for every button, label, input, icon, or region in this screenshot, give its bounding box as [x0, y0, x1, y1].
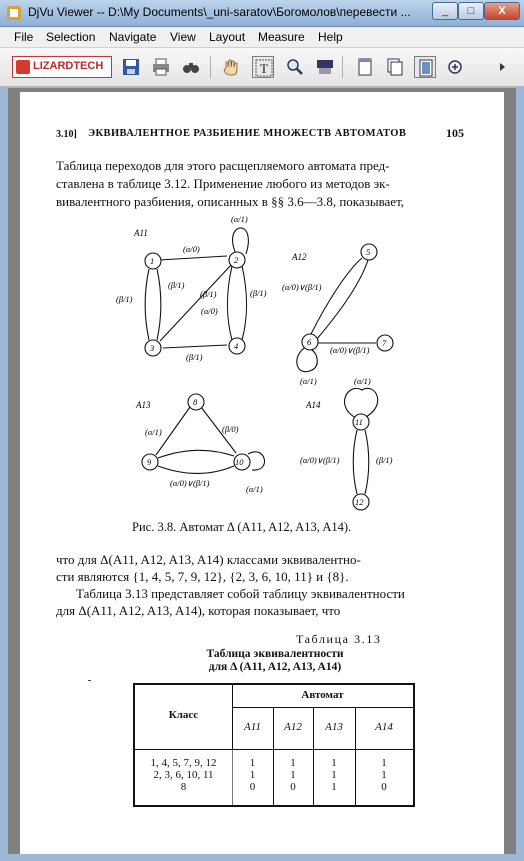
table-title: Таблица эквивалентности: [206, 648, 344, 660]
header-automaton: Автомат: [301, 689, 344, 701]
edge-label: (α/0): [201, 306, 218, 316]
text-select-button[interactable]: [252, 56, 274, 78]
edge-label: (α/1): [300, 376, 317, 386]
figure-caption: Рис. 3.8. Автомат Δ (A11, A12, A13, A14).: [132, 520, 352, 534]
document-viewport[interactable]: [8, 88, 516, 854]
fit-page-button[interactable]: [444, 56, 466, 78]
table-divider: [232, 707, 413, 708]
menu-layout[interactable]: Layout: [209, 30, 246, 44]
single-page-button[interactable]: [354, 56, 376, 78]
menu-help[interactable]: Help: [318, 30, 343, 44]
edge-label: (α/0): [183, 244, 200, 254]
graph-label-a12: A12: [292, 252, 307, 262]
edge-label: (α/1): [246, 484, 263, 494]
body-line: для Δ(A11, A12, A13, A14), которая показывает, что: [56, 603, 341, 618]
print-icon: [152, 58, 170, 76]
row-class: 8: [180, 781, 187, 793]
zoom-in-icon: [446, 58, 464, 76]
lizard-icon: [16, 60, 30, 74]
menu-file[interactable]: File: [14, 30, 34, 44]
svg-text:T: T: [260, 61, 268, 76]
intro-line: Таблица переходов для этого расщепляемого автомата пред-: [56, 158, 390, 173]
menu-measure[interactable]: Measure: [258, 30, 305, 44]
intro-line: вивалентного разбиения, описанных в §§ 3.6—3.8, показывает,: [56, 194, 405, 209]
title-bar: [0, 0, 524, 27]
menu-selection[interactable]: Selection: [46, 30, 96, 44]
rotate-button[interactable]: [314, 56, 336, 78]
body-line: Таблица 3.13 представляет собой таблицу эквивалентности: [76, 586, 405, 601]
toolbar-separator: [210, 56, 211, 78]
edge-label: (β/1): [200, 289, 217, 299]
table-cell: 1: [331, 757, 337, 769]
close-button[interactable]: X: [484, 2, 520, 20]
body-line: что для Δ(A11, A12, A13, A14) классами эквивалентно-: [56, 552, 361, 567]
scan-artifact: [88, 680, 91, 681]
table-cell: 0: [290, 781, 296, 793]
page-number: 105: [446, 126, 464, 140]
save-button[interactable]: [120, 56, 142, 78]
equivalence-table: [133, 683, 415, 807]
djvu-app-icon: [6, 5, 22, 21]
binoculars-icon: [182, 58, 200, 76]
window-title: DjVu Viewer -- D:\My Documents\_uni-saratov\Богомолов\перевести ...: [28, 5, 411, 19]
hand-tool-button[interactable]: [220, 56, 242, 78]
table-cell: 1: [331, 769, 337, 781]
edge-label: (β/1): [186, 352, 203, 362]
row-class: 2, 3, 6, 10, 11: [153, 769, 214, 781]
print-button[interactable]: [150, 56, 172, 78]
column-header: A14: [375, 721, 393, 733]
edge-label: (β/1): [250, 288, 267, 298]
edge-label: (α/1): [354, 376, 371, 386]
facing-pages-button[interactable]: [414, 56, 436, 78]
table-cell: 0: [381, 781, 387, 793]
node-label: 9: [147, 457, 152, 467]
row-class: 1, 4, 5, 7, 9, 12: [150, 757, 217, 769]
edge-label: (α/0)∨(β/1): [282, 282, 322, 292]
edge-label: (β/1): [376, 455, 393, 465]
lizardtech-logo[interactable]: [12, 56, 112, 78]
edge-label: (α/1): [145, 427, 162, 437]
graph-label-a13: A13: [136, 400, 151, 410]
node-label: 4: [234, 341, 239, 351]
column-header: A12: [284, 721, 302, 733]
graph-label-a14: A14: [306, 400, 321, 410]
logo-text: LIZARDTECH: [33, 60, 104, 72]
node-label: 8: [193, 397, 198, 407]
find-button[interactable]: [180, 56, 202, 78]
zoom-icon: [286, 58, 304, 76]
table-cell: 1: [381, 769, 387, 781]
column-header: A11: [244, 721, 261, 733]
section-number: 3.10]: [56, 129, 77, 140]
edge-label: (α/1): [231, 214, 248, 224]
node-label: 2: [234, 255, 239, 265]
menu-navigate[interactable]: Navigate: [109, 30, 157, 44]
save-icon: [122, 58, 140, 76]
menu-view[interactable]: View: [170, 30, 196, 44]
menu-bar: [0, 27, 524, 48]
table-cell: 1: [290, 769, 296, 781]
table-cell: 1: [249, 769, 256, 781]
node-label: 7: [382, 338, 387, 348]
zoom-button[interactable]: [284, 56, 306, 78]
hand-icon: [222, 58, 240, 76]
edge-label: (α/0)∨(β/1): [330, 345, 370, 355]
edge-label: (β/1): [168, 280, 185, 290]
continuous-page-button[interactable]: [384, 56, 406, 78]
table-subtitle: для Δ (A11, A12, A13, A14): [208, 661, 342, 673]
header-class: Класс: [168, 709, 199, 721]
single-page-icon: [356, 58, 374, 76]
table-cell: 1: [249, 757, 256, 769]
node-label: 6: [307, 337, 312, 347]
node-label: 11: [355, 417, 363, 427]
text-select-icon: [255, 59, 273, 77]
continuous-page-icon: [386, 58, 404, 76]
body-line: сти являются {1, 4, 5, 7, 9, 12}, {2, 3, 6, 10, 11} и {8}.: [56, 569, 349, 584]
table-cell: 1: [290, 757, 296, 769]
edge-label: (β/1): [116, 294, 133, 304]
document-page: [20, 92, 504, 854]
node-label: 10: [235, 457, 244, 467]
toolbar-overflow-button[interactable]: [492, 56, 514, 78]
node-label: 3: [150, 343, 155, 353]
edge-label: (α/0)∨(β/1): [300, 455, 340, 465]
facing-pages-icon: [417, 59, 435, 77]
toolbar-separator: [342, 56, 343, 78]
running-title: ЭКВИВАЛЕНТНОЕ РАЗБИЕНИЕ МНОЖЕСТВ АВТОМАТОВ: [88, 128, 407, 139]
automata-figure: [20, 214, 504, 512]
toolbar: [0, 48, 524, 87]
node-label: 1: [150, 256, 155, 266]
node-label: 5: [366, 247, 371, 257]
table-cell: 1: [381, 757, 387, 769]
node-label: 12: [355, 497, 364, 507]
edge-label: (α/0)∨(β/1): [170, 478, 210, 488]
chevron-right-icon: [494, 58, 512, 76]
table-divider: [135, 749, 413, 750]
intro-line: ставлена в таблице 3.12. Применение любого из методов эк-: [56, 176, 390, 191]
table-cell: 0: [249, 781, 256, 793]
column-header: A13: [325, 721, 343, 733]
table-label: Таблица 3.13: [296, 632, 382, 646]
rotate-icon: [316, 58, 334, 76]
minimize-button[interactable]: _: [432, 2, 458, 20]
edge-label: (β/0): [222, 424, 239, 434]
graph-label-a11: A11: [134, 228, 148, 238]
table-cell: 1: [331, 781, 337, 793]
maximize-button[interactable]: □: [458, 2, 484, 20]
